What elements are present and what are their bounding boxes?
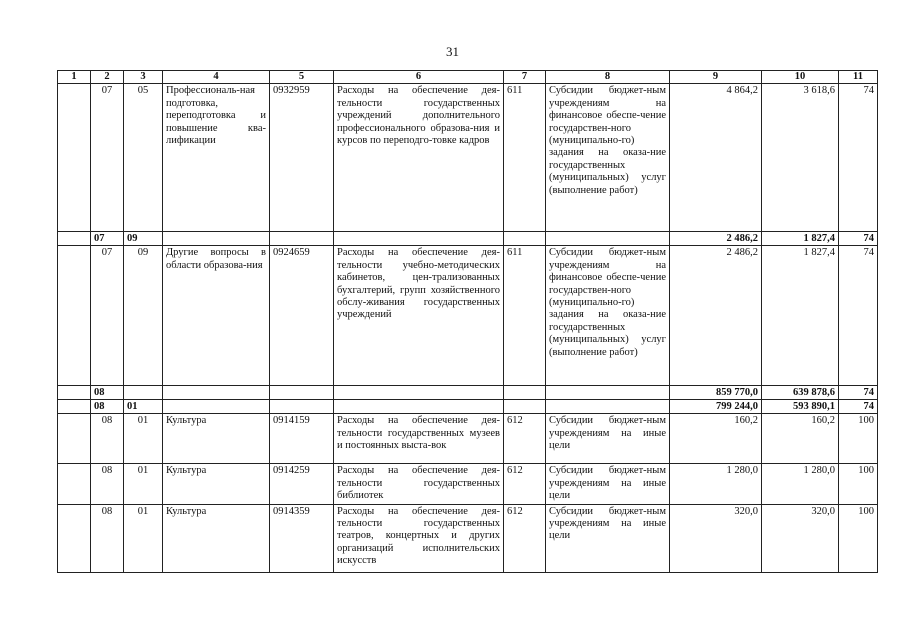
cell-col-4: Профессиональ-ная подготовка, переподготовка и повышение ква-лификации: [163, 84, 270, 232]
cell-col-5: 0932959: [270, 84, 334, 232]
cell-col-7: [504, 232, 546, 246]
table-row: [58, 84, 878, 232]
cell-col-10: 3 618,6: [762, 84, 839, 232]
cell-col-5: 0914159: [270, 414, 334, 464]
column-header: 3: [124, 71, 163, 84]
cell-col-9: 799 244,0: [670, 400, 762, 414]
cell-col-6: Расходы на обеспечение дея-тельности государственных учреждений дополнительного профессионального образова-ния и курсов по переподго-товке кадров: [334, 84, 504, 232]
cell-col-3: 01: [124, 464, 163, 504]
cell-col-8: [546, 400, 670, 414]
cell-col-11: 74: [839, 386, 878, 400]
cell-col-9: 1 280,0: [670, 464, 762, 504]
cell-col-2: 08: [91, 464, 124, 504]
cell-col-1: [58, 232, 91, 246]
cell-col-1: [58, 464, 91, 504]
cell-col-11: 74: [839, 400, 878, 414]
column-header: 5: [270, 71, 334, 84]
cell-col-10: 320,0: [762, 504, 839, 572]
cell-col-10: 1 280,0: [762, 464, 839, 504]
table-row: [58, 414, 878, 464]
cell-col-8: Субсидии бюджет-ным учреждениям на иные цели: [546, 464, 670, 504]
cell-col-7: 612: [504, 504, 546, 572]
cell-col-1: [58, 400, 91, 414]
subtotal-row: [58, 400, 878, 414]
cell-col-7: 612: [504, 464, 546, 504]
column-header: 9: [670, 71, 762, 84]
page-number: 31: [446, 44, 459, 59]
cell-col-2: 08: [91, 386, 124, 400]
cell-col-10: 639 878,6: [762, 386, 839, 400]
cell-col-7: 612: [504, 414, 546, 464]
cell-col-4: Другие вопросы в области образова-ния: [163, 246, 270, 386]
cell-col-7: [504, 400, 546, 414]
cell-col-7: [504, 386, 546, 400]
header-row: [58, 71, 878, 84]
cell-col-7: 611: [504, 246, 546, 386]
cell-col-3: 01: [124, 504, 163, 572]
cell-col-5: 0914359: [270, 504, 334, 572]
cell-col-3: [124, 386, 163, 400]
cell-col-10: 593 890,1: [762, 400, 839, 414]
cell-col-10: 1 827,4: [762, 232, 839, 246]
cell-col-10: 160,2: [762, 414, 839, 464]
cell-col-2: 07: [91, 84, 124, 232]
cell-col-5: 0914259: [270, 464, 334, 504]
cell-col-5: 0924659: [270, 246, 334, 386]
cell-col-11: 100: [839, 464, 878, 504]
cell-col-5: [270, 400, 334, 414]
cell-col-1: [58, 386, 91, 400]
cell-col-8: [546, 386, 670, 400]
cell-col-4: [163, 386, 270, 400]
cell-col-3: 05: [124, 84, 163, 232]
cell-col-4: Культура: [163, 504, 270, 572]
column-header: 1: [58, 71, 91, 84]
subtotal-row: [58, 232, 878, 246]
cell-col-1: [58, 504, 91, 572]
cell-col-1: [58, 84, 91, 232]
budget-table: [57, 70, 878, 573]
cell-col-8: Субсидии бюджет-ным учреждениям на иные цели: [546, 414, 670, 464]
cell-col-1: [58, 414, 91, 464]
cell-col-5: [270, 232, 334, 246]
cell-col-3: 09: [124, 232, 163, 246]
cell-col-5: [270, 386, 334, 400]
cell-col-10: 1 827,4: [762, 246, 839, 386]
cell-col-2: 07: [91, 246, 124, 386]
table-row: [58, 464, 878, 504]
column-header: 10: [762, 71, 839, 84]
cell-col-8: [546, 232, 670, 246]
cell-col-6: Расходы на обеспечение дея-тельности учебно-методических кабинетов, цен-трализованных бухгалтерий, групп хозяйственного обслу-живания государственных учреждений: [334, 246, 504, 386]
cell-col-9: 2 486,2: [670, 232, 762, 246]
column-header: 7: [504, 71, 546, 84]
cell-col-11: 74: [839, 84, 878, 232]
cell-col-6: [334, 386, 504, 400]
column-header: 2: [91, 71, 124, 84]
table-row: [58, 246, 878, 386]
cell-col-6: [334, 400, 504, 414]
cell-col-6: [334, 232, 504, 246]
column-header: 6: [334, 71, 504, 84]
cell-col-6: Расходы на обеспечение дея-тельности государственных библиотек: [334, 464, 504, 504]
cell-col-7: 611: [504, 84, 546, 232]
cell-col-9: 859 770,0: [670, 386, 762, 400]
cell-col-3: 01: [124, 414, 163, 464]
column-header: 4: [163, 71, 270, 84]
cell-col-2: 08: [91, 504, 124, 572]
cell-col-1: [58, 246, 91, 386]
cell-col-6: Расходы на обеспечение дея-тельности государственных музеев и постоянных выста-вок: [334, 414, 504, 464]
cell-col-8: Субсидии бюджет-ным учреждениям на иные цели: [546, 504, 670, 572]
cell-col-6: Расходы на обеспечение дея-тельности государственных театров, концертных и других организаций исполнительских искусств: [334, 504, 504, 572]
cell-col-9: 320,0: [670, 504, 762, 572]
cell-col-8: Субсидии бюджет-ным учреждениям на финансовое обеспе-чение государствен-ного (муниципально-го) задания на оказа-ние государственных (муниципальных) услуг (выполнение работ): [546, 246, 670, 386]
cell-col-9: 160,2: [670, 414, 762, 464]
cell-col-3: 09: [124, 246, 163, 386]
cell-col-8: Субсидии бюджет-ным учреждениям на финансовое обеспе-чение государствен-ного (муниципально-го) задания на оказа-ние государственных (муниципальных) услуг (выполнение работ): [546, 84, 670, 232]
subtotal-row: [58, 386, 878, 400]
cell-col-4: Культура: [163, 464, 270, 504]
cell-col-4: [163, 400, 270, 414]
cell-col-11: 100: [839, 414, 878, 464]
cell-col-11: 74: [839, 246, 878, 386]
column-header: 11: [839, 71, 878, 84]
cell-col-4: Культура: [163, 414, 270, 464]
cell-col-11: 74: [839, 232, 878, 246]
table-row: [58, 504, 878, 572]
cell-col-9: 4 864,2: [670, 84, 762, 232]
cell-col-2: 07: [91, 232, 124, 246]
cell-col-3: 01: [124, 400, 163, 414]
column-header: 8: [546, 71, 670, 84]
cell-col-2: 08: [91, 414, 124, 464]
cell-col-4: [163, 232, 270, 246]
cell-col-2: 08: [91, 400, 124, 414]
cell-col-9: 2 486,2: [670, 246, 762, 386]
cell-col-11: 100: [839, 504, 878, 572]
